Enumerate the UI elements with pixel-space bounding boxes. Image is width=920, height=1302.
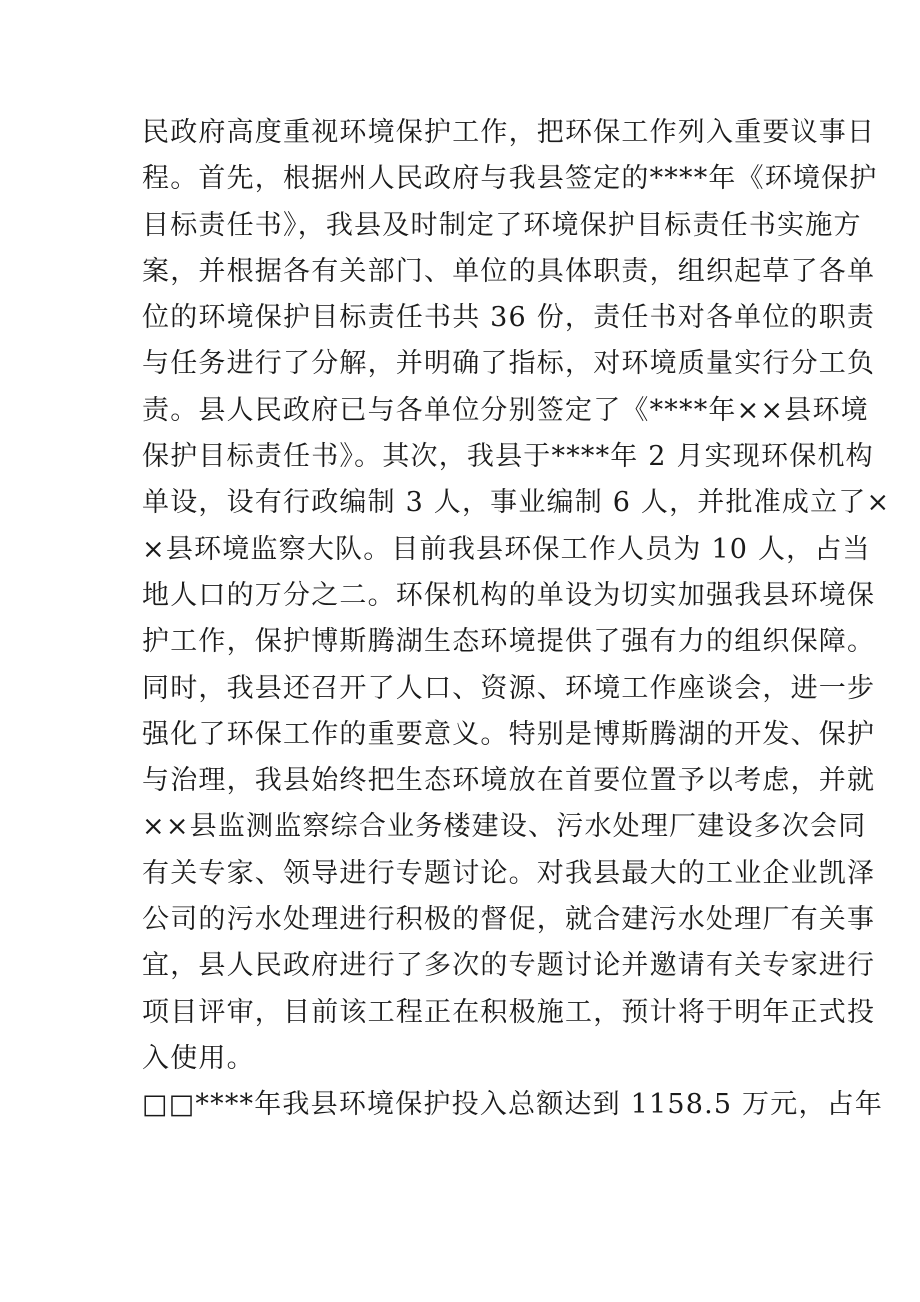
- text-line: 同时，我县还召开了人口、资源、环境工作座谈会，进一步: [142, 672, 876, 704]
- body-text: [142, 110, 891, 1129]
- text-line: 公司的污水处理进行积极的督促，就合建污水处理厂有关事: [142, 904, 876, 936]
- text-line: 案，并根据各有关部门、单位的具体职责，组织起草了各单: [142, 255, 876, 287]
- text-line: 民政府高度重视环境保护工作，把环保工作列入重要议事日: [142, 117, 876, 148]
- text-line: 单设，设有行政编制 3 人，事业编制 6 人，并批准成立了×: [142, 487, 891, 519]
- text-line: 地人口的万分之二。环保机构的单设为切实加强我县环境保: [142, 579, 876, 611]
- text-line: 有关专家、领导进行专题讨论。对我县最大的工业企业凯泽: [142, 857, 876, 889]
- text-line: 程。首先，根据州人民政府与我县签定的****年《环境保护: [142, 163, 878, 195]
- text-line: ××县监测监察综合业务楼建设、污水处理厂建设多次会同: [142, 811, 867, 843]
- text-line: 与任务进行了分解，并明确了指标，对环境质量实行分工负: [142, 348, 876, 380]
- text-line: □□****年我县环境保护投入总额达到 1158.5 万元，占年: [142, 1089, 884, 1121]
- text-line: 项目评审，目前该工程正在积极施工，预计将于明年正式投: [142, 996, 876, 1028]
- text-line: 强化了环保工作的重要意义。特别是博斯腾湖的开发、保护: [142, 718, 876, 750]
- text-line: 位的环境保护目标责任书共 36 份，责任书对各单位的职责: [142, 302, 876, 334]
- text-line: 入使用。: [142, 1042, 255, 1074]
- paragraph-1: [142, 110, 891, 1082]
- text-line: 责。县人民政府已与各单位分别签定了《****年××县环境: [142, 394, 869, 426]
- text-line: 护工作，保护博斯腾湖生态环境提供了强有力的组织保障。: [142, 626, 876, 658]
- text-line: ×县环境监察大队。目前我县环保工作人员为 10 人，占当: [142, 533, 871, 565]
- text-line: 宜，县人民政府进行了多次的专题讨论并邀请有关专家进行: [142, 950, 876, 982]
- paragraph-2: [142, 1082, 884, 1128]
- text-line: 保护目标责任书》。其次，我县于****年 2 月实现环保机构: [142, 441, 874, 473]
- text-line: 与治理，我县始终把生态环境放在首要位置予以考虑，并就: [142, 765, 876, 797]
- text-line: 目标责任书》，我县及时制定了环境保护目标责任书实施方: [142, 209, 862, 241]
